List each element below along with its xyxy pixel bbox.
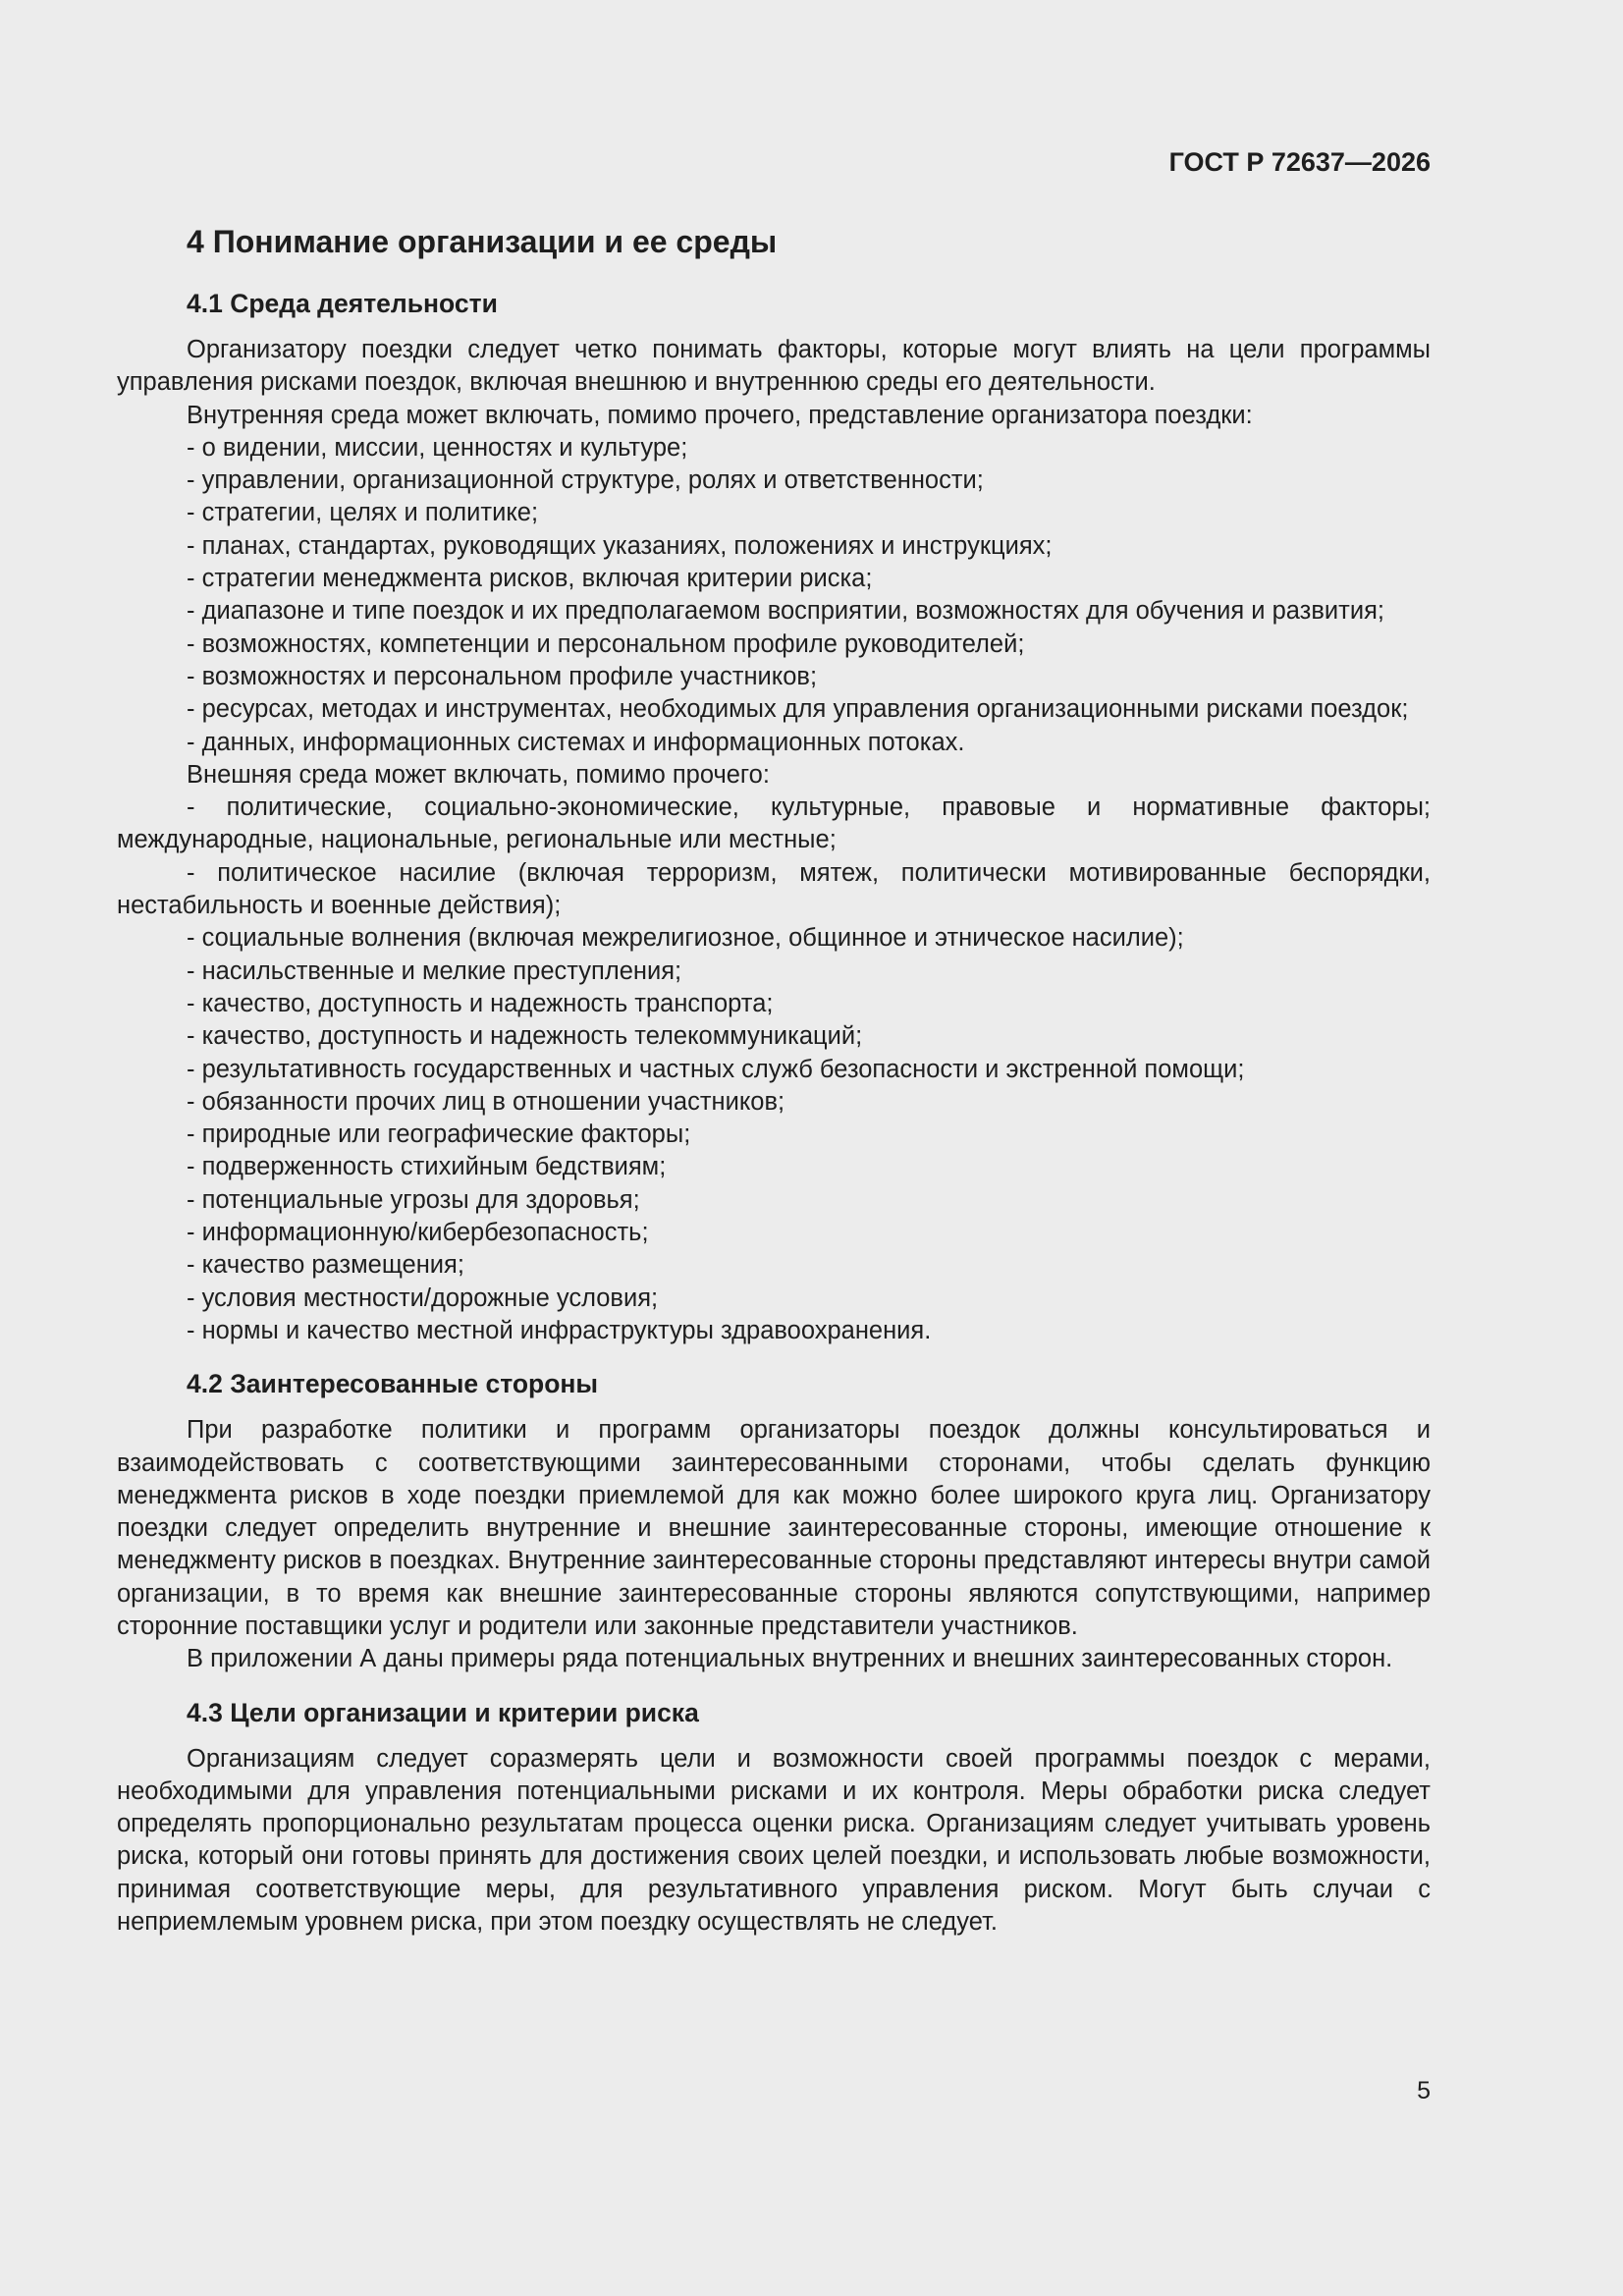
list-item: - возможностях и персональном профиле участников;	[187, 662, 818, 690]
list-item: - потенциальные угрозы для здоровья;	[187, 1185, 640, 1214]
list-item: - стратегии, целях и политике;	[187, 499, 539, 527]
list-item: - политическое насилие (включая терроризм, мятеж, политически мотивированные беспорядки, нестабильность и военные действия);	[117, 858, 1431, 920]
paragraph: Внутренняя среда может включать, помимо прочего, представление организатора поездки:	[187, 401, 1253, 429]
list-item: - информационную/кибербезопасность;	[187, 1219, 649, 1247]
list-item: - данных, информационных системах и информационных потоках.	[187, 728, 965, 756]
list-item: - ресурсах, методах и инструментах, необходимых для управления организационными рисками поездок;	[187, 695, 1409, 724]
list-item: - управлении, организационной структуре, ролях и ответственности;	[187, 466, 984, 495]
list-item: - подверженность стихийным бедствиям;	[187, 1153, 667, 1181]
section-4-3	[117, 1696, 1431, 1940]
list-item: - диапазоне и типе поездок и их предполагаемом восприятии, возможностях для обучения и развития;	[187, 597, 1384, 626]
list-item: - возможностях, компетенции и персональном профиле руководителей;	[187, 629, 1025, 658]
subsection-title: 4.2 Заинтересованные стороны	[187, 1369, 599, 1399]
list-item: - качество, доступность и надежность транспорта;	[187, 989, 774, 1017]
external-env-list	[117, 792, 1431, 1347]
list-item: - насильственные и мелкие преступления;	[187, 957, 682, 985]
list-item: - качество размещения;	[187, 1251, 464, 1280]
list-item: - нормы и качество местной инфраструктуры здравоохранения.	[187, 1316, 932, 1344]
page-content	[117, 222, 1431, 1958]
document-code: ГОСТ Р 72637—2026	[1168, 147, 1431, 177]
paragraph: Организациям следует соразмерять цели и возможности своей программы поездок с мерами, необходимыми для управления потенциальными рисками и их контроля. Меры обработки риска следует определять пропорционально результатам процесса оценки риска. Организациям следует учитывать уровень риска, который они готовы принять для достижения своих целей поездки, и использовать любые возможности, принимая соответствующие меры, для результативного управления риском. Могут быть случаи с неприемлемым уровнем риска, при этом поездку осуществлять не следует.	[117, 1744, 1431, 1937]
page-number: 5	[1417, 2077, 1431, 2105]
list-item: - условия местности/дорожные условия;	[187, 1284, 659, 1312]
section-title: 4 Понимание организации и ее среды	[187, 224, 778, 259]
internal-env-list	[117, 432, 1431, 759]
section-4-2	[117, 1367, 1431, 1675]
section-4-1	[117, 287, 1431, 1347]
list-item: - политические, социально-экономические, культурные, правовые и нормативные факторы; международные, национальные, региональные или местные;	[117, 793, 1431, 854]
list-item: - результативность государственных и частных служб безопасности и экстренной помощи;	[187, 1055, 1245, 1083]
paragraph: При разработке политики и программ организаторы поездок должны консультироваться и взаимодействовать с соответствующими заинтересованными сторонами, чтобы сделать функцию менеджмента рисков в ходе поездки приемлемой для как можно более широкого круга лиц. Организатору поездки следует определить внутренние и внешние заинтересованные стороны, имеющие отношение к менеджменту рисков в поездках. Внутренние заинтересованные стороны представляют интересы внутри самой организации, в то время как внешние заинтересованные стороны являются сопутствующими, например сторонние поставщики услуг и родители или законные представители участников.	[117, 1416, 1431, 1640]
list-item: - социальные волнения (включая межрелигиозное, общинное и этническое насилие);	[187, 924, 1184, 953]
subsection-title: 4.3 Цели организации и критерии риска	[187, 1697, 699, 1727]
list-item: - обязанности прочих лиц в отношении участников;	[187, 1087, 785, 1116]
list-item: - качество, доступность и надежность телекоммуникаций;	[187, 1022, 863, 1051]
list-item: - природные или географические факторы;	[187, 1121, 691, 1149]
list-item: - о видении, миссии, ценностях и культуре;	[187, 433, 688, 462]
paragraph: В приложении А даны примеры ряда потенциальных внутренних и внешних заинтересованных сторон.	[187, 1645, 1393, 1673]
list-item: - планах, стандартах, руководящих указаниях, положениях и инструкциях;	[187, 531, 1053, 560]
subsection-title: 4.1 Среда деятельности	[187, 289, 498, 318]
paragraph: Организатору поездки следует четко понимать факторы, которые могут влиять на цели программы управления рисками поездок, включая внешнюю и внутреннюю среды его деятельности.	[117, 336, 1431, 397]
list-item: - стратегии менеджмента рисков, включая критерии риска;	[187, 565, 873, 593]
paragraph: Внешняя среда может включать, помимо прочего:	[187, 760, 770, 789]
